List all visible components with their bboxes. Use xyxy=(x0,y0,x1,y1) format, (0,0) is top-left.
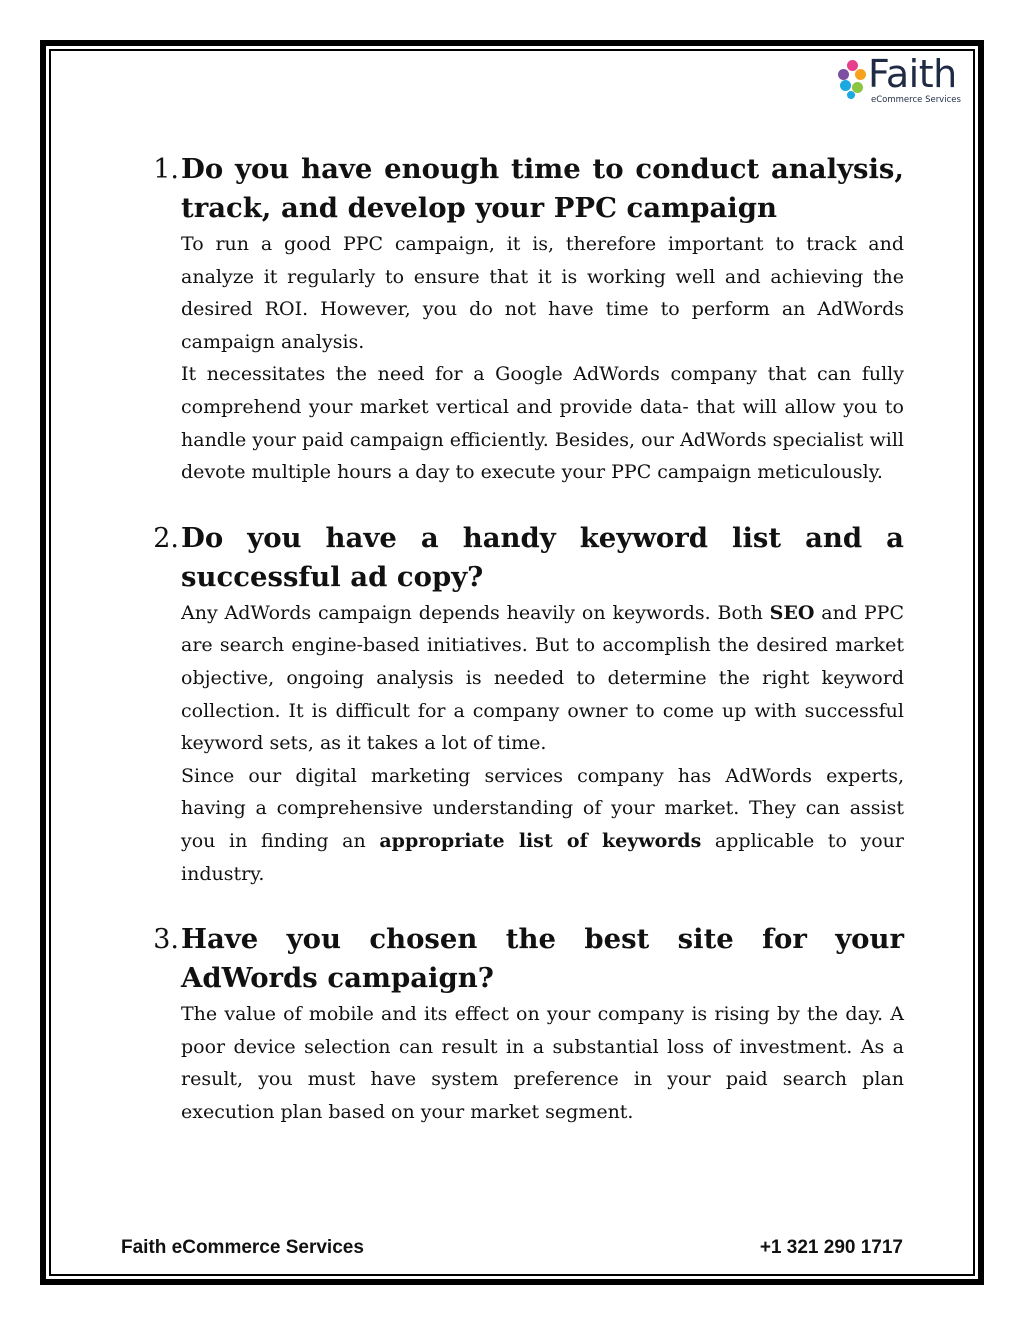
section-3 xyxy=(144,920,904,1128)
footer-phone: +1 321 290 1717 xyxy=(759,1237,903,1258)
section-1 xyxy=(144,150,904,489)
section-body xyxy=(181,597,904,890)
text-run: Any AdWords campaign depends heavily on keywords. Both xyxy=(181,601,770,624)
paragraph xyxy=(181,597,904,760)
paragraph: To run a good PPC campaign, it is, therefore important to track and analyze it regularly to ensure that it is working well and achieving the desired ROI. However, you do not have time to perform an AdWords campaign analysis. xyxy=(181,233,904,353)
section-2 xyxy=(144,519,904,890)
section-number: 1. xyxy=(153,154,179,185)
text-run: and PPC are search engine-based initiatives. But to accomplish the desired market objective, ongoing analysis is needed to determine the right keyword collection. It is difficult for a company owner to come up with successful keyword sets, as it takes a lot of time. xyxy=(181,601,904,755)
text-run: applicable to your industry. xyxy=(181,829,905,885)
logo-wordmark: Faith xyxy=(868,52,957,96)
faith-logo xyxy=(838,52,973,108)
footer-company: Faith eCommerce Services xyxy=(121,1237,364,1258)
document-body xyxy=(144,150,904,1158)
bold-term-keywords: appropriate list of keywords xyxy=(379,829,702,852)
bold-term-seo: SEO xyxy=(769,601,815,624)
text-run: Since our digital marketing services company has AdWords experts, having a comprehensive understanding of your market. They can assist you in finding an xyxy=(181,764,904,852)
section-header xyxy=(144,920,904,998)
paragraph: It necessitates the need for a Google AdWords company that can fully comprehend your market vertical and provide data- that will allow you to handle your paid campaign efficiently. Besides, our AdWords specialist will devote multiple hours a day to execute your PPC campaign meticulously. xyxy=(181,363,904,484)
section-number: 3. xyxy=(153,924,179,956)
page-footer xyxy=(121,1237,903,1263)
section-heading: Do you have enough time to conduct analysis, track, and develop your PPC campaign xyxy=(181,153,904,224)
section-heading: Have you chosen the best site for your AdWords campaign? xyxy=(181,923,904,995)
section-header xyxy=(144,519,904,597)
flower-icon xyxy=(838,60,868,100)
paragraph xyxy=(181,760,904,890)
section-header xyxy=(144,150,904,228)
section-body xyxy=(181,228,904,489)
logo-tagline: eCommerce Services xyxy=(871,95,961,105)
section-number: 2. xyxy=(153,522,179,554)
section-body xyxy=(181,998,904,1128)
section-heading: Do you have a handy keyword list and a successful ad copy? xyxy=(181,521,904,593)
paragraph: The value of mobile and its effect on your company is rising by the day. A poor device selection can result in a substantial loss of investment. As a result, you must have system preference in your paid search plan execution plan based on your market segment. xyxy=(181,1003,904,1123)
